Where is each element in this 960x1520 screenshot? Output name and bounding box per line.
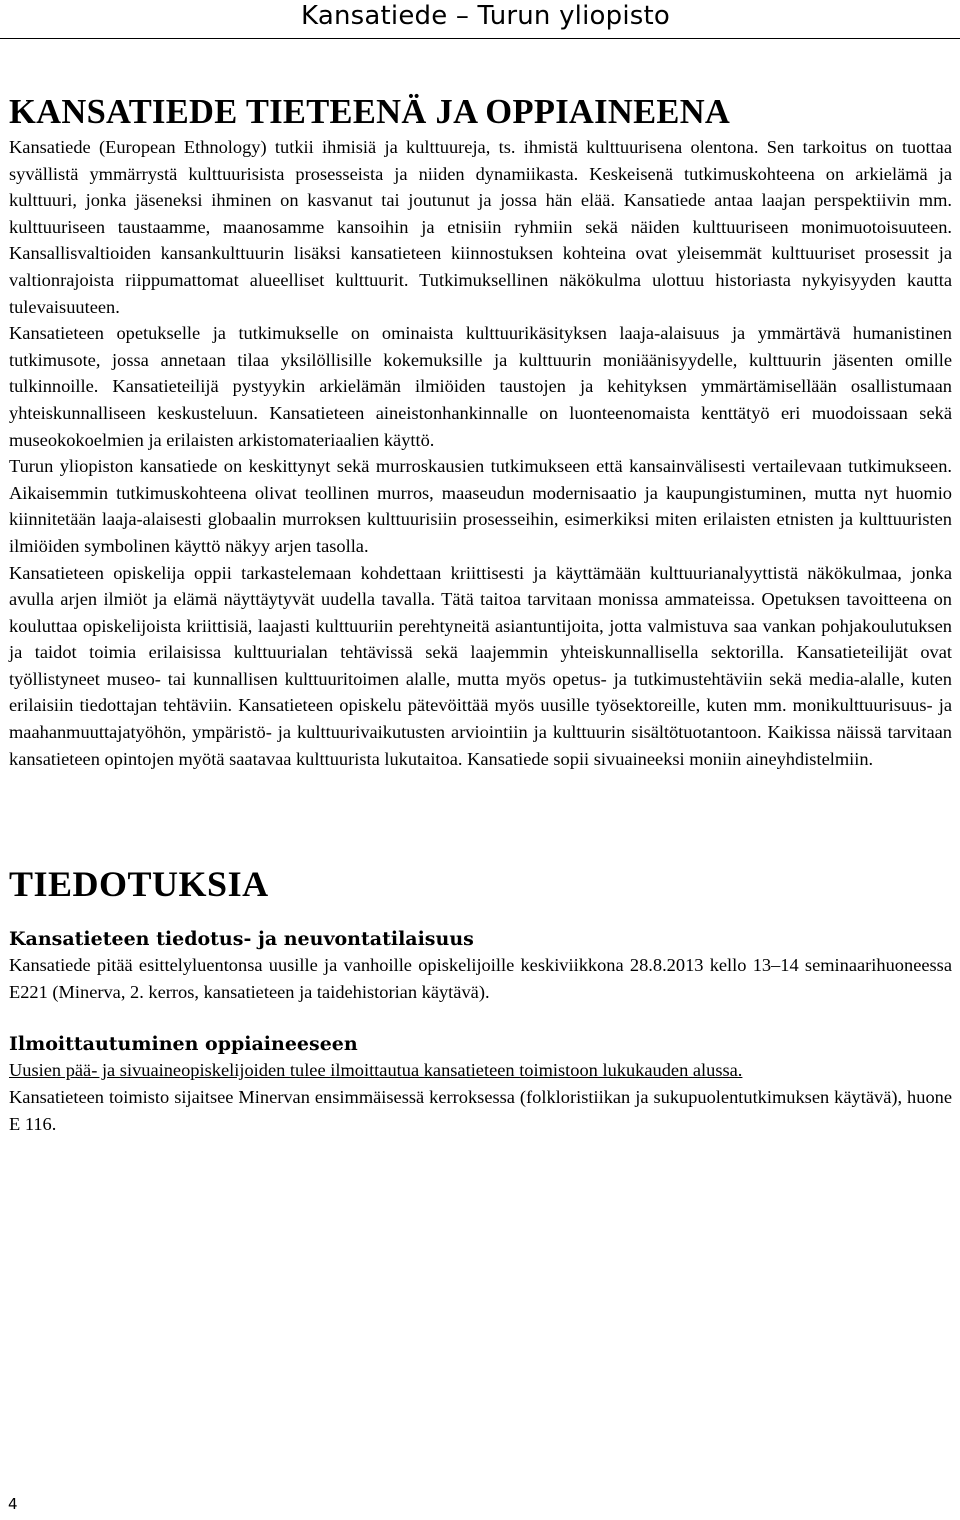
paragraph-teaching: Kansatieteen opetukselle ja tutkimukselle on ominaista kulttuurikäsityksen laaja-alaisuus ja ymmärtävä humanistinen tutkimusote, jossa annetaan tilaa yksilöllisille kokemuksille ja kulttuurin moniäänisyydelle, kulttuurin jäsenten omille tulkinnoille. Kansatieteilijä pystyykin arkielämän ilmiöiden taustojen ja kehityksen ymmärtämisellään osallistumaan yhteiskunnalliseen keskusteluun. Kansatieteen aineistonhankinnalle on luonteenomaista kenttätyö eri muodoissaan sekä museokokoelmien ja erilaisten arkistomateriaalien käyttö. xyxy=(9,323,952,450)
paragraph-student: Kansatieteen opiskelija oppii tarkastelemaan kohdettaan kriittisesti ja käyttämään kulttuurianalyyttistä näkökulmaa, jonka avulla arjen ilmiöt ja elämä näyttäytyvät uudella tavalla. Tätä taitoa tarvitaan monissa ammateissa. Opetuksen tavoitteena on kouluttaa opiskelijoista kriittisiä, laajasti kulttuuriin perehtyneitä asiantuntijoita, jotta valmistuva saa vankan pohjakoulutuksen ja taidot toimia erilaisissa kulttuurialan tehtävissä sekä laajemmin yhteiskunnallisella sektorilla. Kansatieteilijät ovat työllistyneet museo- tai kunnallisen kulttuuritoimen alalle, mutta myös opetus- ja tutkimustehtäviin sekä media-alalle, kuten erilaisiin tiedottajan tehtäviin. Kansatieteen opiskelu pätevöittää myös uusille työsektoreille, kuten mm. monikulttuurisuus- ja maahanmuuttajatyöhön, ympäristö- ja kulttuurivaikutusten arviointiin ja kulttuurin sisältötuotantoon. Kaikissa näissä tarvitaan kansatieteen opintojen myötä saatavaa kulttuurista lukutaitoa. Kansatiede sopii sivuaineeksi moniin aineyhdistelmiin. xyxy=(9,562,952,769)
page-number: 4 xyxy=(8,1495,18,1513)
running-header: Kansatiede – Turun yliopisto xyxy=(301,1,670,31)
paragraph-turku-focus: Turun yliopiston kansatiede on keskittynyt sekä murroskausien tutkimukseen että kansainvälisesti vertailevaan tutkimukseen. Aikaisemmin tutkimuskohteena olivat teollinen murros, maaseudun modernisaatio ja kaupungistuminen, mutta nyt huomio kiinnitetään laaja-alaisesti globaalin murroksen kulttuurisiin prosesseihin, esimerkiksi miten erilaisten etnisten ja kulttuuristen ilmiöiden symbolinen käyttö näkyy arjen tasolla. xyxy=(9,456,952,556)
info-event-heading: Kansatieteen tiedotus- ja neuvontatilaisuus xyxy=(9,928,474,951)
header-rule xyxy=(0,38,960,39)
paragraph-intro: Kansatiede (European Ethnology) tutkii ihmisiä ja kulttuureja, ts. ihmistä kulttuurisena olentona. Sen tarkoitus on tuottaa syvällistä ymmärrystä kulttuurisista prosesseista ja niiden dynamiikasta. Keskeisenä tutkimuskohteena on arkielämä ja kulttuuri, jonka jäseneksi ihminen on kasvanut tai joutunut ja jossa hän elää. Kansatiede antaa laajan perspektiivin mm. kulttuuriseen taustaamme, maanosamme kansoihin ja etnisiin ryhmiin sekä näiden kulttuuriseen monimuotoisuuteen. Kansallisvaltioiden kansankulttuurin lisäksi kansatieteen kiinnostuksen kohteina ovat yleisemmät kulttuuriset prosessit ja valtionrajoista riippumattomat alueelliset kulttuurit. Tutkimuksellinen näkökulma ulottuu historiasta nykyisyyden kautta tulevaisuuteen. xyxy=(9,137,952,317)
page-content xyxy=(9,90,952,1137)
info-event-text: Kansatiede pitää esittelyluentonsa uusille ja vanhoille opiskelijoille keskiviikkona 28.8.2013 kello 13–14 seminaarihuoneessa E221 (Minerva, 2. kerros, kansatieteen ja taidehistorian käytävä). xyxy=(9,955,952,1002)
registration-heading: Ilmoittautuminen oppiaineeseen xyxy=(9,1033,358,1056)
section-title: KANSATIEDE TIETEENÄ JA OPPIAINEENA xyxy=(9,93,731,131)
registration-underlined-text: Uusien pää- ja sivuaineopiskelijoiden tulee ilmoittautua kansatieteen toimistoon lukukauden alussa. xyxy=(9,1060,743,1081)
registration-notice xyxy=(9,1057,952,1084)
registration-text: Kansatieteen toimisto sijaitsee Minervan ensimmäisessä kerroksessa (folkloristiikan ja sukupuolentutkimuksen käytävä), huone E 116. xyxy=(9,1087,952,1134)
notices-title: TIEDOTUKSIA xyxy=(9,864,269,905)
